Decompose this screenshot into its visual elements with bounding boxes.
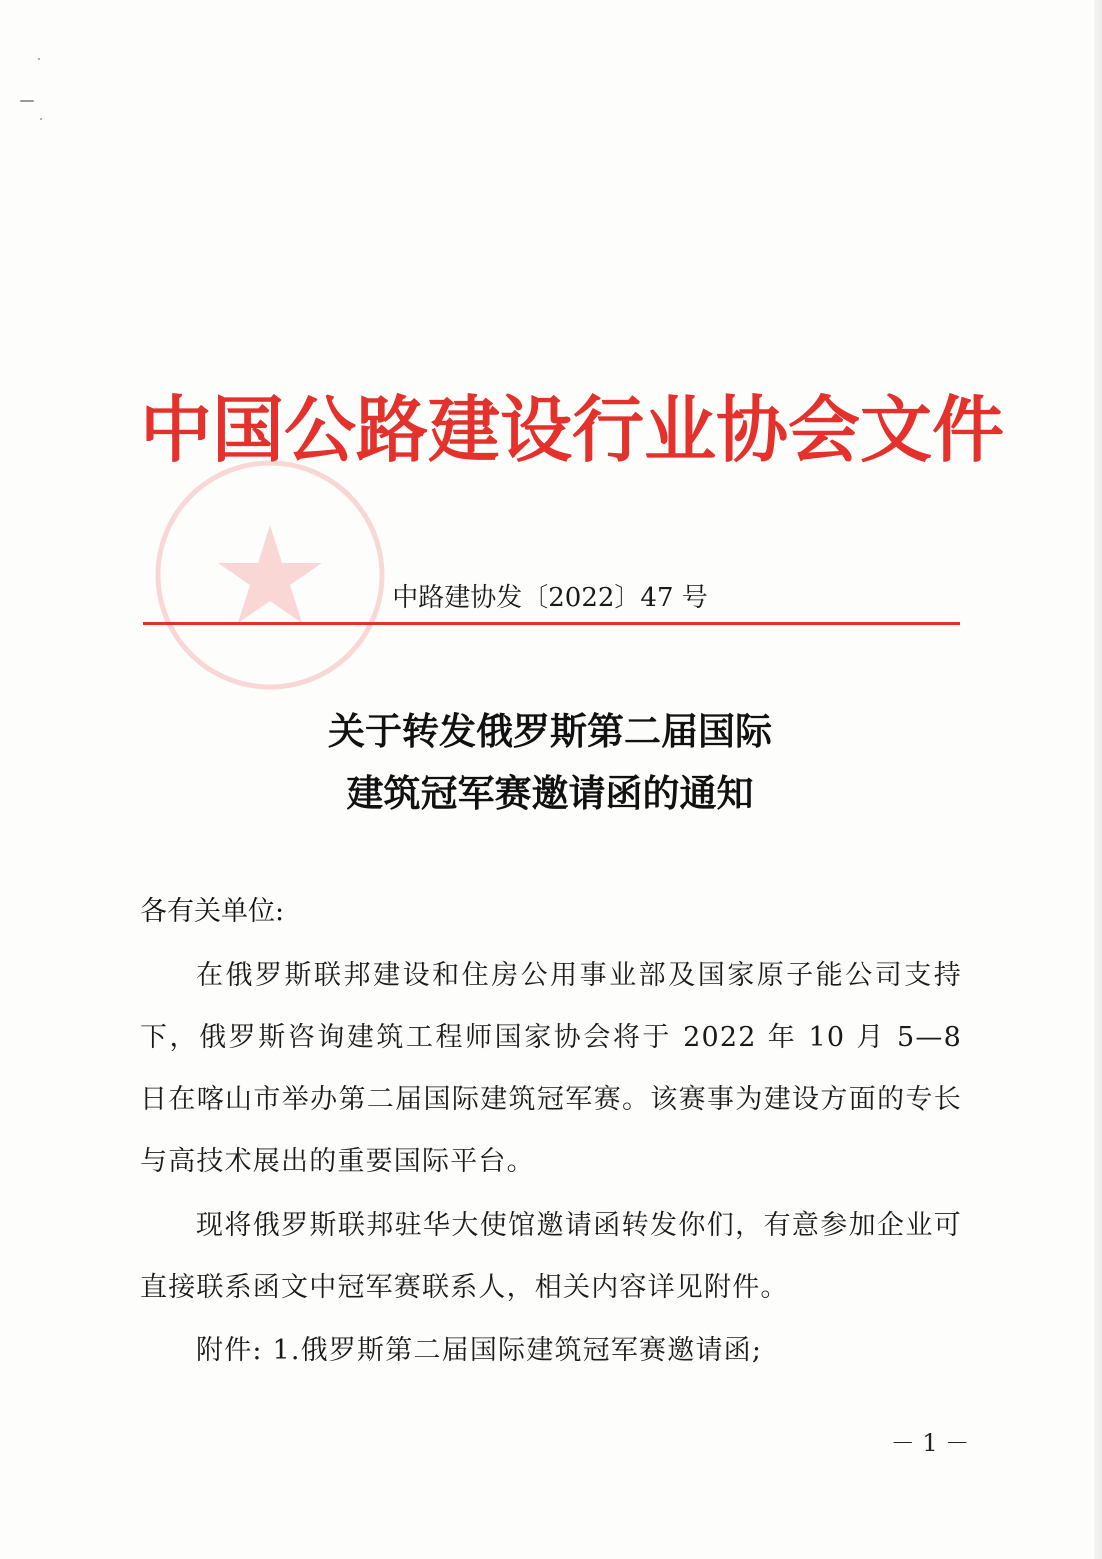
notice-title xyxy=(140,700,960,824)
body-paragraph-2: 现将俄罗斯联邦驻华大使馆邀请函转发你们，有意参加企业可直接联系函文中冠军赛联系人，相关内容详见附件。 xyxy=(140,1210,962,1303)
notice-title-line-2: 建筑冠军赛邀请函的通知 xyxy=(346,771,754,815)
page-number: － 1 － xyxy=(890,1429,970,1457)
salutation: 各有关单位: xyxy=(140,896,285,927)
document-number: 中路建协发〔2022〕47 号 xyxy=(392,583,708,613)
scan-speck xyxy=(20,100,34,102)
notice-title-line-1: 关于转发俄罗斯第二届国际 xyxy=(328,709,772,753)
scan-speck xyxy=(40,118,42,120)
body-paragraph-1: 在俄罗斯联邦建设和住房公用事业部及国家原子能公司支持下，俄罗斯咨询建筑工程师国家协会将于 2022 年 10 月 5—8 日在喀山市举办第二届国际建筑冠军赛。该赛事为建设方面的专长与高技术展出的重要国际平台。 xyxy=(140,960,962,1177)
faded-seal-stamp xyxy=(150,455,390,695)
org-header-title: 中国公路建设行业协会文件 xyxy=(140,387,1005,472)
attachment-line: 附件: 1.俄罗斯第二届国际建筑冠军赛邀请函; xyxy=(196,1335,763,1366)
scan-speck xyxy=(38,58,40,60)
scan-edge xyxy=(1094,0,1102,1559)
red-divider-line xyxy=(143,622,960,625)
